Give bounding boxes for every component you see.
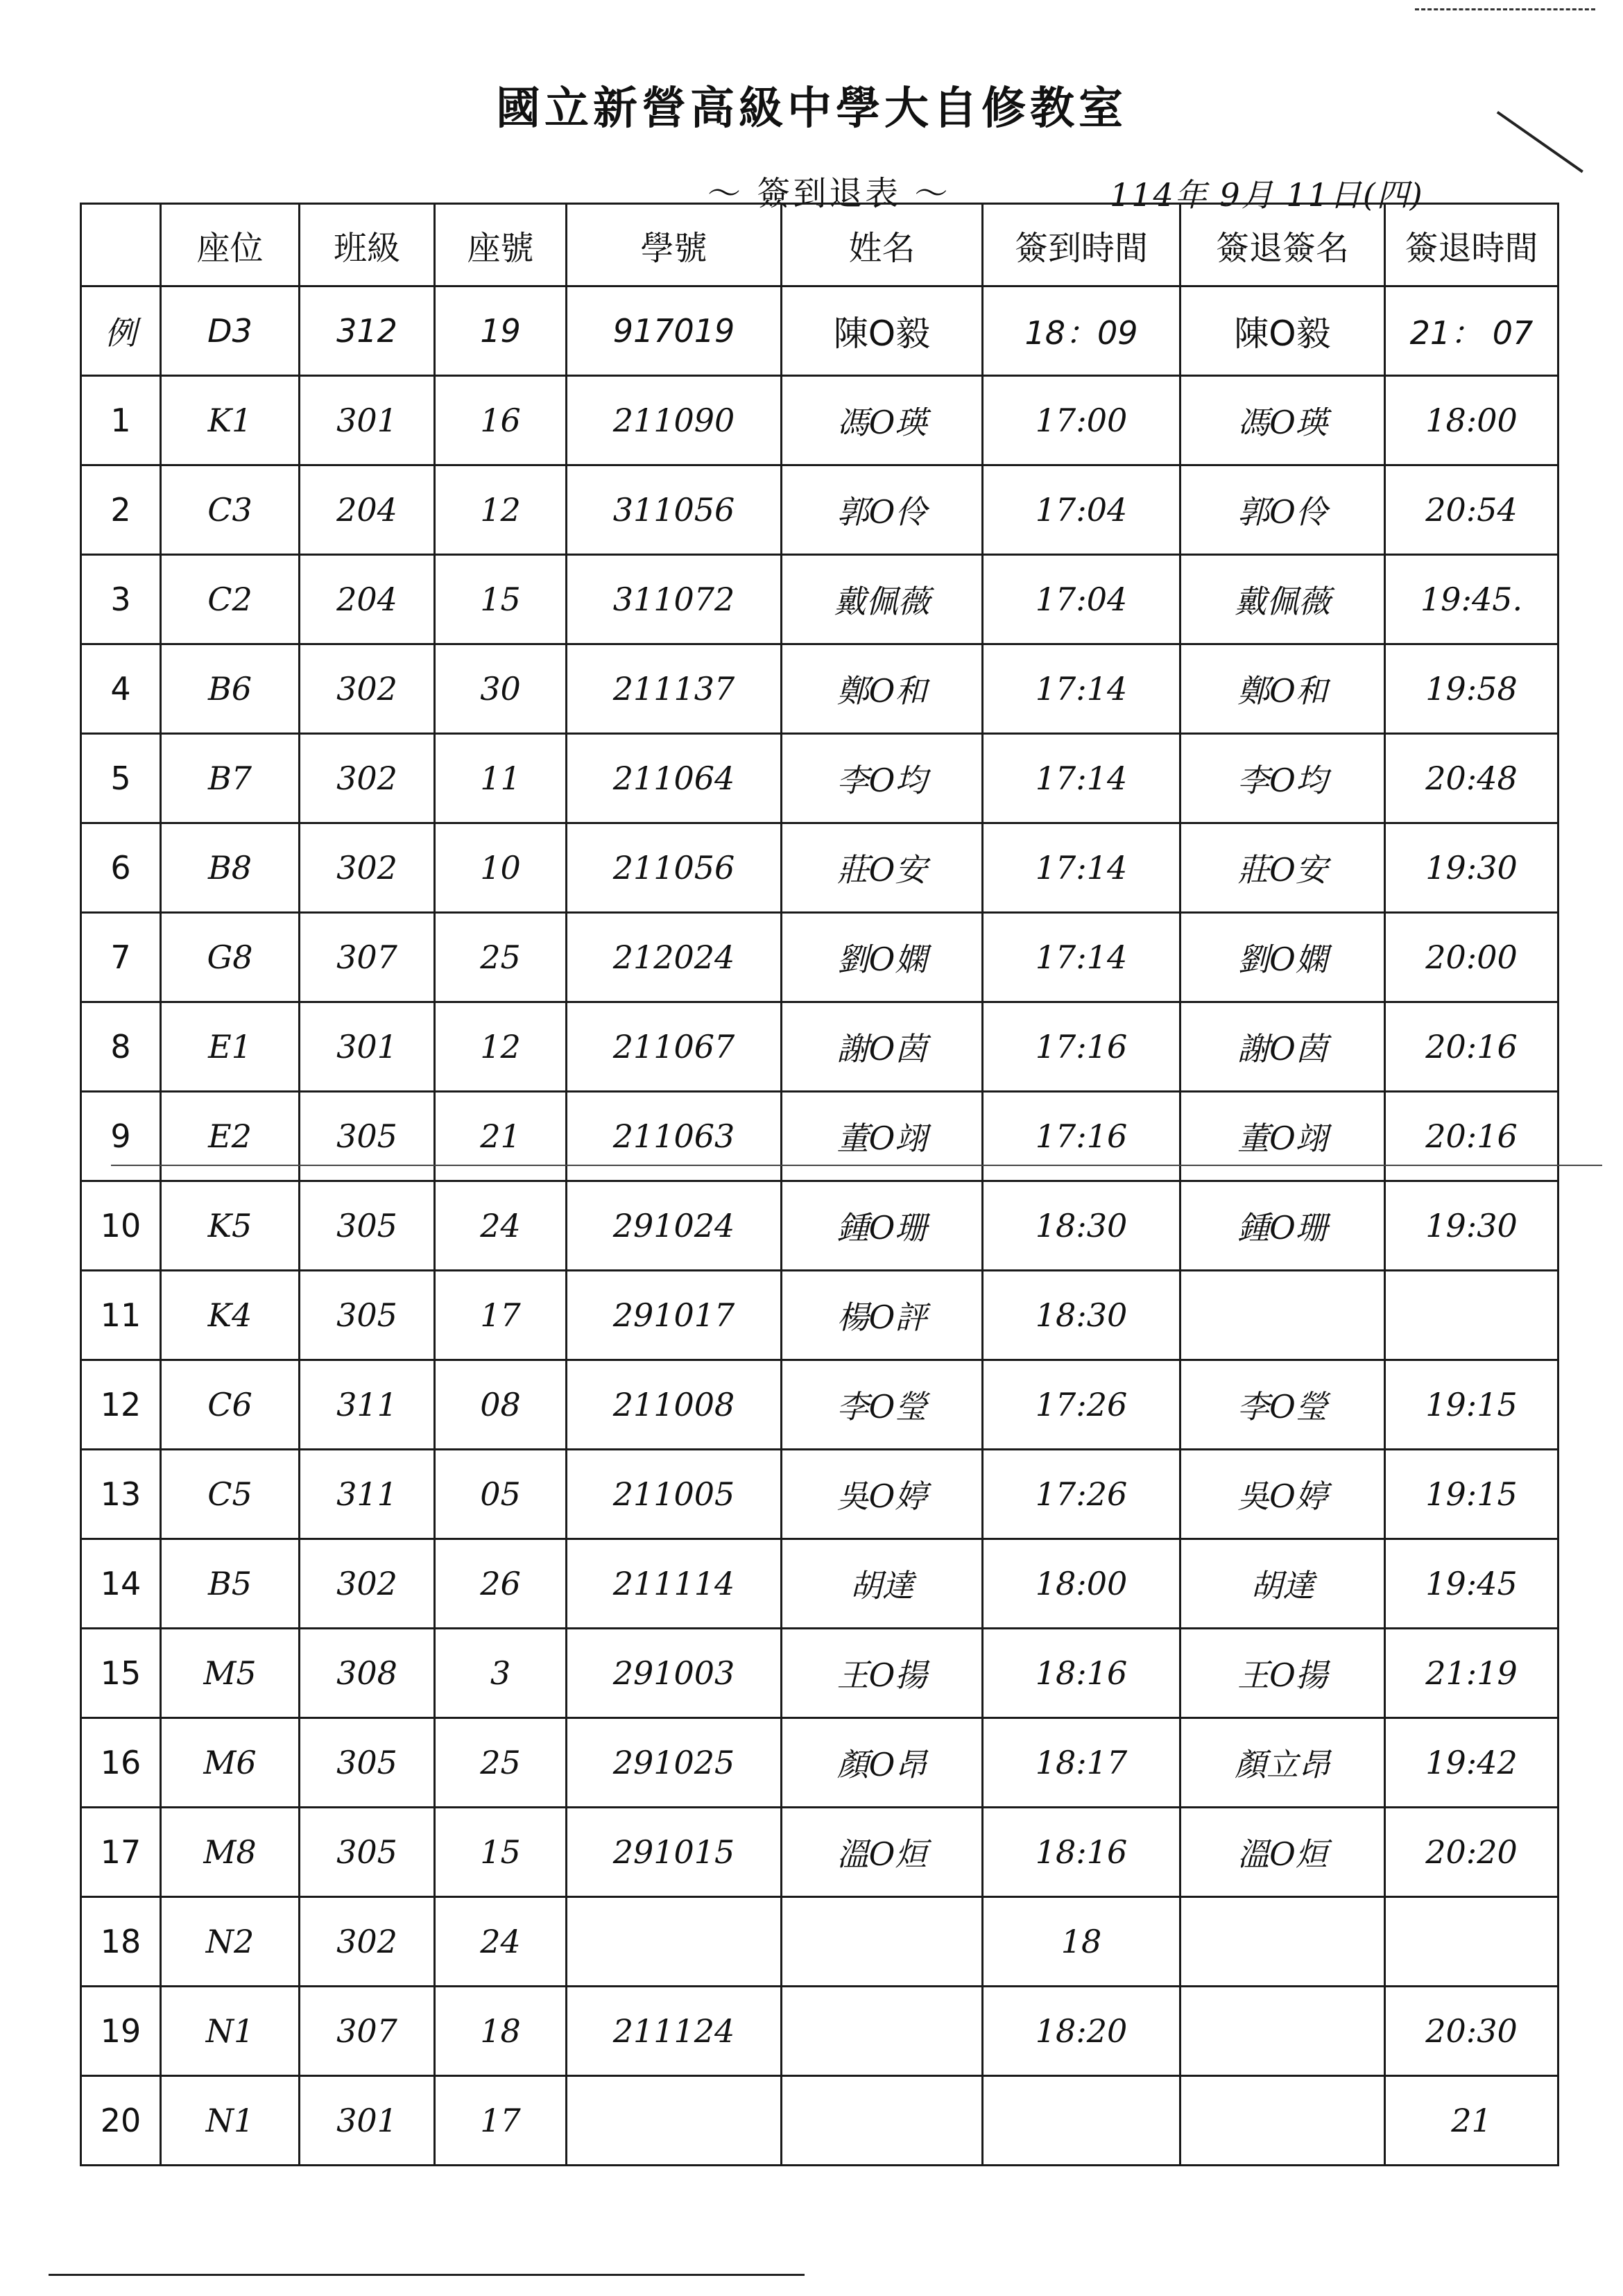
checkin-time-cell: 18 — [983, 1897, 1180, 1987]
signout-signature-cell: 吳O婷 — [1180, 1450, 1385, 1539]
scan-top-marks — [1415, 8, 1595, 15]
table-row — [81, 555, 1558, 644]
document-title: 國立新營高級中學大自修教室 — [496, 83, 1127, 135]
checkin-time-cell — [983, 2076, 1180, 2166]
class-cell: 301 — [300, 2076, 435, 2166]
signout-signature-cell: 鍾O珊 — [1180, 1181, 1385, 1271]
signout-signature-cell — [1180, 1987, 1385, 2076]
seat-number-cell: 05 — [435, 1450, 567, 1539]
table-row — [81, 2076, 1558, 2166]
seat-cell: B7 — [161, 734, 300, 823]
row-number-cell: 7 — [81, 913, 161, 1002]
seat-cell: E2 — [161, 1092, 300, 1181]
checkin-time-cell: 17:26 — [983, 1450, 1180, 1539]
student-id-cell: 211005 — [567, 1450, 782, 1539]
example-signout-name: 陳O毅 — [1180, 286, 1385, 376]
seat-cell: E1 — [161, 1002, 300, 1092]
student-id-cell: 211090 — [567, 376, 782, 465]
row-number-cell: 12 — [81, 1360, 161, 1450]
checkin-time-cell: 17:14 — [983, 734, 1180, 823]
seat-number-cell: 18 — [435, 1987, 567, 2076]
student-name-cell: 胡達 — [782, 1539, 983, 1629]
bottom-rule — [49, 2274, 805, 2276]
header-class: 班級 — [300, 204, 435, 286]
seat-cell: B8 — [161, 823, 300, 913]
student-id-cell: 291015 — [567, 1808, 782, 1897]
table-row — [81, 1092, 1558, 1181]
checkin-time-cell: 18:16 — [983, 1808, 1180, 1897]
student-id-cell: 211137 — [567, 644, 782, 734]
example-student-id: 917019 — [567, 286, 782, 376]
checkout-time-cell: 20:30 — [1385, 1987, 1558, 2076]
checkout-time-cell: 19:15 — [1385, 1450, 1558, 1539]
seat-number-cell: 11 — [435, 734, 567, 823]
class-cell: 305 — [300, 1181, 435, 1271]
checkin-time-cell: 18:20 — [983, 1987, 1180, 2076]
checkin-time-cell: 18:17 — [983, 1718, 1180, 1808]
class-cell: 311 — [300, 1450, 435, 1539]
header-row-number — [81, 204, 161, 286]
seat-number-cell: 08 — [435, 1360, 567, 1450]
table-row — [81, 1002, 1558, 1092]
table-row — [81, 1271, 1558, 1360]
signout-signature-cell — [1180, 1271, 1385, 1360]
checkout-time-cell — [1385, 1271, 1558, 1360]
student-name-cell: 李O瑩 — [782, 1360, 983, 1450]
student-name-cell: 楊O評 — [782, 1271, 983, 1360]
student-id-cell: 291003 — [567, 1629, 782, 1718]
seat-cell: K5 — [161, 1181, 300, 1271]
header-checkin-time: 簽到時間 — [983, 204, 1180, 286]
seat-number-cell: 12 — [435, 465, 567, 555]
example-row — [81, 286, 1558, 376]
seat-number-cell: 10 — [435, 823, 567, 913]
checkout-time-cell: 21:19 — [1385, 1629, 1558, 1718]
seat-cell: C6 — [161, 1360, 300, 1450]
seat-cell: M8 — [161, 1808, 300, 1897]
class-cell: 302 — [300, 644, 435, 734]
checkout-time-cell: 20:48 — [1385, 734, 1558, 823]
student-id-cell: 211124 — [567, 1987, 782, 2076]
checkout-time-cell: 19:30 — [1385, 1181, 1558, 1271]
checkin-time-cell: 17:14 — [983, 913, 1180, 1002]
seat-cell: C3 — [161, 465, 300, 555]
student-name-cell: 鍾O珊 — [782, 1181, 983, 1271]
signout-signature-cell: 顏立昂 — [1180, 1718, 1385, 1808]
seat-cell: N1 — [161, 1987, 300, 2076]
student-id-cell: 211064 — [567, 734, 782, 823]
class-cell: 301 — [300, 376, 435, 465]
student-name-cell: 郭O伶 — [782, 465, 983, 555]
signout-signature-cell: 謝O茵 — [1180, 1002, 1385, 1092]
checkin-time-cell: 17:16 — [983, 1092, 1180, 1181]
class-cell: 305 — [300, 1718, 435, 1808]
row-number-cell: 15 — [81, 1629, 161, 1718]
seat-number-cell: 21 — [435, 1092, 567, 1181]
checkout-time-cell: 19:42 — [1385, 1718, 1558, 1808]
class-cell: 302 — [300, 823, 435, 913]
seat-cell: K1 — [161, 376, 300, 465]
student-name-cell: 馮O瑛 — [782, 376, 983, 465]
checkout-time-cell: 20:16 — [1385, 1092, 1558, 1181]
signout-signature-cell — [1180, 2076, 1385, 2166]
signout-signature-cell — [1180, 1897, 1385, 1987]
seat-number-cell: 3 — [435, 1629, 567, 1718]
seat-number-cell: 16 — [435, 376, 567, 465]
seat-number-cell: 24 — [435, 1897, 567, 1987]
class-cell: 302 — [300, 734, 435, 823]
signin-table — [80, 203, 1559, 2166]
student-name-cell: 董O翊 — [782, 1092, 983, 1181]
class-cell: 302 — [300, 1897, 435, 1987]
seat-number-cell: 15 — [435, 1808, 567, 1897]
student-name-cell: 溫O烜 — [782, 1808, 983, 1897]
checkin-time-cell: 17:04 — [983, 555, 1180, 644]
student-id-cell — [567, 2076, 782, 2166]
checkout-time-cell: 20:00 — [1385, 913, 1558, 1002]
table-row — [81, 644, 1558, 734]
seat-cell: M6 — [161, 1718, 300, 1808]
checkin-time-cell: 17:04 — [983, 465, 1180, 555]
table-row — [81, 913, 1558, 1002]
checkout-time-cell: 20:54 — [1385, 465, 1558, 555]
checkin-time-cell: 17:14 — [983, 823, 1180, 913]
student-id-cell: 211008 — [567, 1360, 782, 1450]
signout-signature-cell: 莊O安 — [1180, 823, 1385, 913]
seat-number-cell: 25 — [435, 913, 567, 1002]
table-row — [81, 1539, 1558, 1629]
checkout-time-cell — [1385, 1897, 1558, 1987]
row-number-cell: 19 — [81, 1987, 161, 2076]
table-header-row — [81, 204, 1558, 286]
seat-cell: N2 — [161, 1897, 300, 1987]
seat-cell: G8 — [161, 913, 300, 1002]
class-cell: 307 — [300, 913, 435, 1002]
table-row — [81, 1450, 1558, 1539]
row-number-cell: 2 — [81, 465, 161, 555]
example-seat: D3 — [161, 286, 300, 376]
seat-cell: K4 — [161, 1271, 300, 1360]
class-cell: 301 — [300, 1002, 435, 1092]
student-name-cell: 顏O昂 — [782, 1718, 983, 1808]
checkout-time-cell: 19:30 — [1385, 823, 1558, 913]
student-id-cell: 211063 — [567, 1092, 782, 1181]
checkin-time-cell: 17:26 — [983, 1360, 1180, 1450]
row-number-cell: 11 — [81, 1271, 161, 1360]
seat-cell: M5 — [161, 1629, 300, 1718]
student-name-cell: 李O均 — [782, 734, 983, 823]
seat-cell: C2 — [161, 555, 300, 644]
seat-number-cell: 26 — [435, 1539, 567, 1629]
signout-signature-cell: 李O均 — [1180, 734, 1385, 823]
checkout-time-cell: 20:20 — [1385, 1808, 1558, 1897]
student-name-cell — [782, 1897, 983, 1987]
student-name-cell: 戴佩薇 — [782, 555, 983, 644]
student-name-cell — [782, 1987, 983, 2076]
table-row — [81, 1718, 1558, 1808]
checkout-time-cell: 19:15 — [1385, 1360, 1558, 1450]
seat-cell: B5 — [161, 1539, 300, 1629]
seat-number-cell: 30 — [435, 644, 567, 734]
class-cell: 308 — [300, 1629, 435, 1718]
checkout-time-cell: 21 — [1385, 2076, 1558, 2166]
student-name-cell: 王O揚 — [782, 1629, 983, 1718]
student-id-cell: 291025 — [567, 1718, 782, 1808]
student-id-cell: 311056 — [567, 465, 782, 555]
table-row — [81, 376, 1558, 465]
checkout-time-cell: 19:58 — [1385, 644, 1558, 734]
seat-cell: C5 — [161, 1450, 300, 1539]
checkout-time-cell: 19:45 — [1385, 1539, 1558, 1629]
checkout-time-cell: 18:00 — [1385, 376, 1558, 465]
row-number-cell: 4 — [81, 644, 161, 734]
header-seat-number: 座號 — [435, 204, 567, 286]
checkin-time-cell: 18:30 — [983, 1181, 1180, 1271]
table-row — [81, 465, 1558, 555]
document-subtitle: 〜 簽到退表 〜 — [707, 174, 951, 213]
class-cell: 302 — [300, 1539, 435, 1629]
student-id-cell: 211114 — [567, 1539, 782, 1629]
seat-number-cell: 17 — [435, 2076, 567, 2166]
header-signout-signature: 簽退簽名 — [1180, 204, 1385, 286]
student-id-cell: 211056 — [567, 823, 782, 913]
row-number-cell: 20 — [81, 2076, 161, 2166]
checkin-time-cell: 17:00 — [983, 376, 1180, 465]
seat-number-cell: 17 — [435, 1271, 567, 1360]
row-number-cell: 9 — [81, 1092, 161, 1181]
row-number-cell: 1 — [81, 376, 161, 465]
row-number-cell: 13 — [81, 1450, 161, 1539]
class-cell: 204 — [300, 465, 435, 555]
table-row — [81, 1181, 1558, 1271]
row-number-cell: 6 — [81, 823, 161, 913]
example-checkout: 21： 07 — [1385, 286, 1558, 376]
signout-signature-cell: 劉O嫻 — [1180, 913, 1385, 1002]
seat-number-cell: 25 — [435, 1718, 567, 1808]
signout-signature-cell: 戴佩薇 — [1180, 555, 1385, 644]
table-row — [81, 1897, 1558, 1987]
signout-signature-cell: 溫O烜 — [1180, 1808, 1385, 1897]
header-checkout-time: 簽退時間 — [1385, 204, 1558, 286]
row-number-cell: 5 — [81, 734, 161, 823]
checkin-time-cell: 18:00 — [983, 1539, 1180, 1629]
row-number-cell: 18 — [81, 1897, 161, 1987]
student-name-cell: 莊O安 — [782, 823, 983, 913]
class-cell: 311 — [300, 1360, 435, 1450]
student-id-cell: 291024 — [567, 1181, 782, 1271]
student-id-cell: 311072 — [567, 555, 782, 644]
row-number-cell: 14 — [81, 1539, 161, 1629]
class-cell: 305 — [300, 1271, 435, 1360]
signout-signature-cell: 郭O伶 — [1180, 465, 1385, 555]
signout-signature-cell: 董O翊 — [1180, 1092, 1385, 1181]
class-cell: 204 — [300, 555, 435, 644]
checkin-time-cell: 17:16 — [983, 1002, 1180, 1092]
example-class: 312 — [300, 286, 435, 376]
table-row — [81, 1629, 1558, 1718]
row-number-cell: 16 — [81, 1718, 161, 1808]
row-number-cell: 17 — [81, 1808, 161, 1897]
signout-signature-cell: 胡達 — [1180, 1539, 1385, 1629]
table-row — [81, 823, 1558, 913]
student-id-cell: 291017 — [567, 1271, 782, 1360]
row-number-cell: 10 — [81, 1181, 161, 1271]
student-name-cell: 謝O茵 — [782, 1002, 983, 1092]
student-name-cell: 劉O嫻 — [782, 913, 983, 1002]
student-id-cell — [567, 1897, 782, 1987]
strikethrough-line — [111, 1165, 1602, 1166]
signout-signature-cell: 李O瑩 — [1180, 1360, 1385, 1450]
row-number-cell: 3 — [81, 555, 161, 644]
checkin-time-cell: 18:16 — [983, 1629, 1180, 1718]
header-student-id: 學號 — [567, 204, 782, 286]
seat-number-cell: 24 — [435, 1181, 567, 1271]
example-checkin: 18：09 — [983, 286, 1180, 376]
document-date: 114年 9月 11日(四) — [1110, 176, 1424, 214]
signout-signature-cell: 馮O瑛 — [1180, 376, 1385, 465]
seat-cell: B6 — [161, 644, 300, 734]
student-id-cell: 212024 — [567, 913, 782, 1002]
checkout-time-cell: 19:45. — [1385, 555, 1558, 644]
header-seat: 座位 — [161, 204, 300, 286]
seat-number-cell: 15 — [435, 555, 567, 644]
signout-signature-cell: 王O揚 — [1180, 1629, 1385, 1718]
row-number-cell: 8 — [81, 1002, 161, 1092]
header-name: 姓名 — [782, 204, 983, 286]
checkout-time-cell: 20:16 — [1385, 1002, 1558, 1092]
seat-number-cell: 12 — [435, 1002, 567, 1092]
signout-signature-cell: 鄭O和 — [1180, 644, 1385, 734]
table-row — [81, 1808, 1558, 1897]
example-name: 陳O毅 — [782, 286, 983, 376]
class-cell: 307 — [300, 1987, 435, 2076]
student-name-cell — [782, 2076, 983, 2166]
student-name-cell: 吳O婷 — [782, 1450, 983, 1539]
table-row — [81, 1987, 1558, 2076]
example-label: 例 — [81, 286, 161, 376]
class-cell: 305 — [300, 1092, 435, 1181]
example-seat-number: 19 — [435, 286, 567, 376]
student-id-cell: 211067 — [567, 1002, 782, 1092]
checkin-time-cell: 18:30 — [983, 1271, 1180, 1360]
class-cell: 305 — [300, 1808, 435, 1897]
student-name-cell: 鄭O和 — [782, 644, 983, 734]
seat-cell: N1 — [161, 2076, 300, 2166]
table-row — [81, 734, 1558, 823]
table-row — [81, 1360, 1558, 1450]
checkin-time-cell: 17:14 — [983, 644, 1180, 734]
